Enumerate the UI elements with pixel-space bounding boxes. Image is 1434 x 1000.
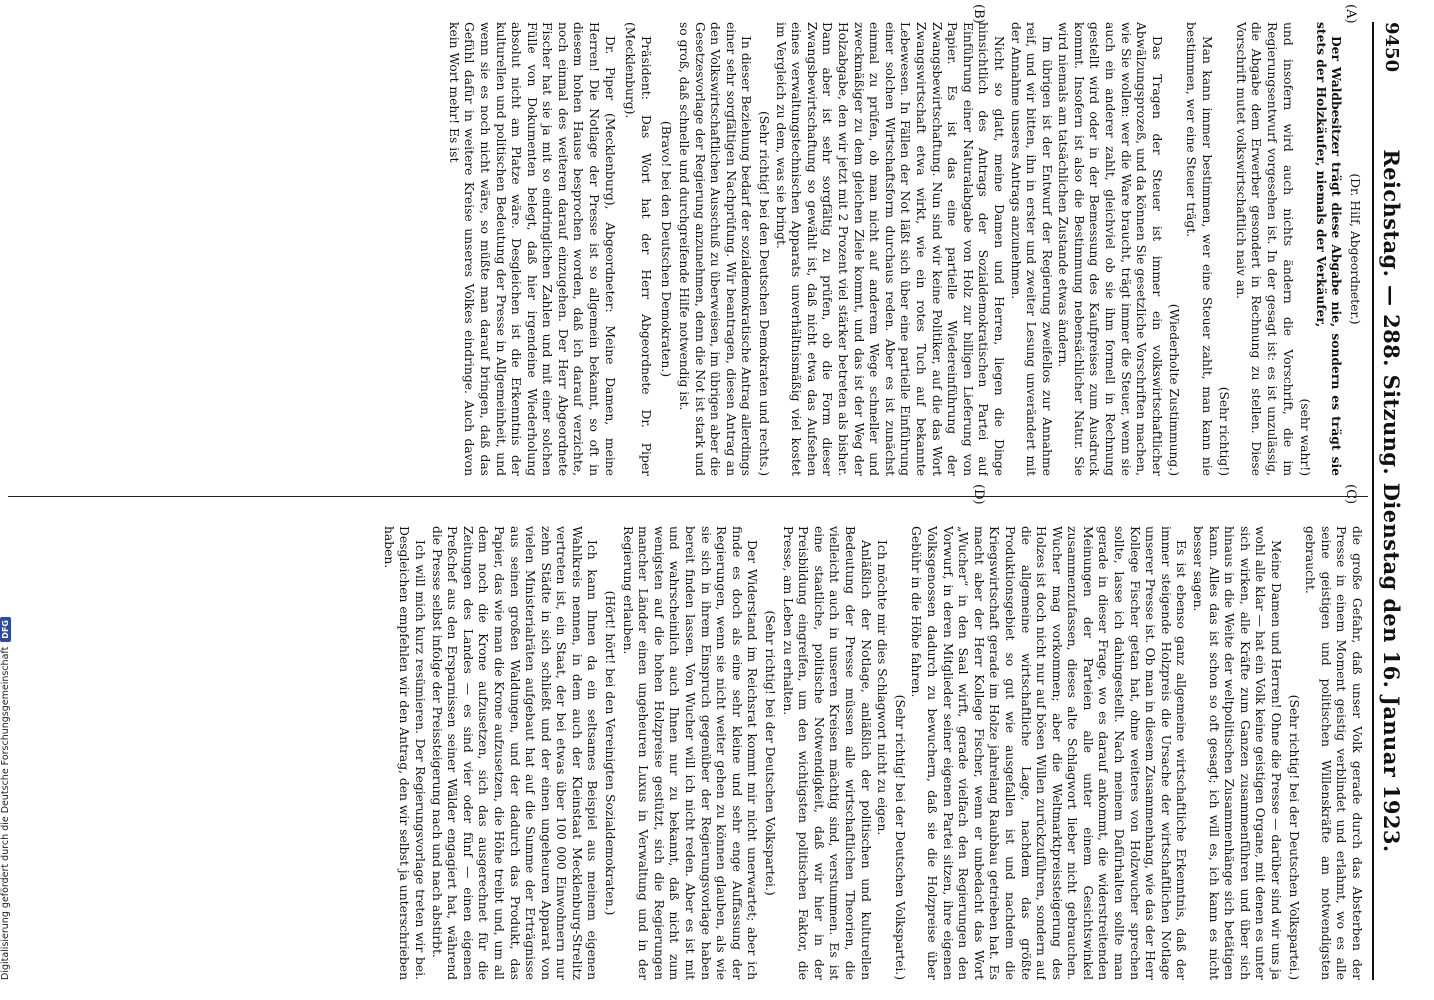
interjection: (Sehr richtig! bei der Deutschen Volkspartei.)	[1286, 694, 1301, 980]
interjection: (Hört! hört! bei den Vereinigten Sozialdemokraten.)	[603, 590, 618, 916]
footer-line	[0, 617, 11, 980]
paragraph: Es ist ebenso ganz allgemeine wirtschaftliche Erkenntnis, daß der immer steigende Holzpreis die Ursache der wirtschaftlichen Notlage unserer Presse ist. Ob man in diesem Zusammenhang, wie das der Herr Kollege Fischer getan hat, ohne weiteres von Holzwucher sprechen sollte, lasse ich dahingestellt. Nach meinem Dafürhalten sollte man gerade in dieser Frage, wo es darauf ankommt, die widerstreitenden Meinungen der Parteien alle unter einem Gesichtswinkel zusammenzufassen, dieses alte Schlagwort lieber nicht gebrauchen. Wucher mag vorkommen; aber die Weltmarktpreissteigerung des Holzes ist doch nicht nur auf bösen Willen zurückzuführen, sondern auf die allgemeine wirtschaftliche Lage, nachdem das größte Produktionsgebiet so gut wie ausgefallen ist und nachdem die Kriegswirtschaft gerade im Holze jahrelang Raubbau getrieben hat. Es macht aber der Herr Kollege Fischer, wenn er unbedacht das Wort „Wucher“ in den Saal wirft, gerade vielfach den Regierungen den Vorwurf, in deren Mitglieder seiner eigenen Partei sitzen, ihre eigenen Volksgenossen dadurch zu bewuchern, daß sie die Holzpreise über Gebühr in die Höhe fahren.	[909, 526, 1189, 980]
column-divider	[8, 496, 1368, 497]
running-title: Reichstag. — 288. Sitzung. Dienstag den 16. Januar 1923.	[1379, 149, 1404, 853]
interjection: (sehr wahr!)	[1298, 398, 1313, 476]
interjection: (Sehr richtig!)	[1217, 386, 1232, 476]
paragraph: Im übrigen ist der Entwurf der Regierung zweifellos zur Annahme reif, und wir bitten, ihn in erster und zweiter Lesung unverändert mit der Annahme unseres Antrags anzunehmen.	[1008, 22, 1054, 476]
left-column	[14, 22, 1364, 476]
interjection: (Wiederholte Zustimmung.)	[1167, 303, 1182, 476]
paragraph: In dieser Beziehung bedarf der sozialdemokratische Antrag allerdings einer sehr sorgfältigen Nachprüfung. Wir beantragen, diesen Antrag an den Volkswirtschaftlichen Ausschuß zu überweisen, im übrigen aber die Gesetzesvorlage der Regierung anzunehmen, denn die Not ist stark und so groß, daß schnelle und durchgreifende Hilfe notwendig ist.	[677, 22, 754, 476]
paragraph: Meine Damen und Herren! Ohne die Presse — darüber sind wir uns ja wohl alle klar — hat ein Volk keine geistigen Organe, mit denen es unter sich wirken, alle Kräfte zum Ganzen zusammenführen und über sich hinaus in die Weite der weltpolitischen Zusammenhänge sich betätigen kann. Alles das ist schon so oft gesagt; ich will es, ich kann es nicht besser sagen.	[1191, 526, 1284, 980]
interjection: (Bravo! bei den Deutschen Demokraten.)	[659, 120, 674, 378]
dfg-logo-icon: DFG	[0, 617, 11, 642]
paragraph: die große Gefahr, daß unser Volk gerade durch das Absterben der Presse in einem Moment geistig verblindet und erlahmt, wo es alle seine geistigen und politischen Willenskräfte am notwendigsten gebraucht.	[1303, 526, 1364, 980]
paragraph: Der Widerstand im Reichsrat kommt mir nicht unerwartet; aber ich finde es doch als eine sehr kleine und sehr enge Auffassung der Regierungen, wenn sie nicht weiter gehen zu können glauben, als wie sie sich in ihrem Einspruch gegenüber der Regierungsvorlage haben bereit finden lassen. Von Wucher will ich nicht reden. Aber es ist mit und wahrscheinlich auch Ihnen nur zu bekannt, daß nicht zum wenigsten auf die hohen Holzpreise gestützt, sich die Regierungen mancher Länder einen ungeheuren Luxus in Verwaltung und in der Regierung erlauben.	[620, 526, 760, 980]
right-column	[14, 526, 1364, 980]
page-header	[1372, 22, 1408, 980]
paragraph: Das Tragen der Steuer ist immer ein volkswirtschaftlicher Abwälzungsprozeß, und da können Sie gesetzliche Vorschriften machen, wie Sie wollen: wer die Ware braucht, trägt immer die Steuer, wenn sie auch ein anderer zahlt, gleichviel ob sie ihm formell in Rechnung gestellt wird oder in der Bemessung des Kaufpreises zum Ausdruck kommt. Insofern ist also die Bestimmung nebensächlicher Natur. Sie wird niemals am tatsächlichen Zustande etwas ändern.	[1056, 22, 1164, 476]
margin-mark-c: (C)	[1343, 484, 1358, 505]
page-number: 9450	[1381, 22, 1402, 73]
digitization-note: Digitalisierung gefördert durch die Deutsche Forschungsgemeinschaft	[0, 646, 11, 980]
interjection: (Sehr richtig! bei den Deutschen Demokraten und rechts.)	[757, 110, 772, 476]
paragraph: Man kann immer bestimmen, wer eine Steuer zahlt, man kann nie bestimmen, wer eine Steuer trägt.	[1184, 22, 1214, 476]
margin-mark-d: (D)	[971, 484, 986, 505]
paragraph: Ich möchte mir dies Schlagwort nicht zu eigen.	[875, 540, 890, 836]
speech-start: Dr. Piper (Mecklenburg), Abgeordneter: Meine Damen, meine Herren! Die Notlage der Presse ist so allgemein bekannt, so oft in diesem hohen Hause besprochen worden, daß ich darauf verzichte, noch einmal des weiteren darauf einzugehen. Der Herr Abgeordnete Fischer hat sie ja mit so eindringlichen Zahlen und mit einer solchen Fülle von Dokumenten belegt, daß hier irgendeine Wiederholung absolut nicht am Platze wäre. Desgleichen ist die Erkenntnis der kulturellen und politischen Bedeutung der Presse in Allgemeinheit, und wenn sie es noch nicht wäre, so müßte man darauf bringen, daß das Gefühl dafür in weitere Kreise unseres Volkes eindringe. Auch davon kein Wort mehr! Es ist	[446, 22, 617, 476]
margin-mark-b: (B)	[971, 4, 986, 24]
paragraph: Der Waldbesitzer trägt diese Abgabe nie, sondern es trägt sie stets der Holzkäufer, niemals der Verkäufer,	[1313, 22, 1345, 476]
paragraph: und insofern wird auch nichts ändern die Vorschrift, die im Regierungsentwurf vorgesehen ist. In der gesagt ist: es ist unzulässig, die Abgabe dem Erwerber gesondert in Rechnung zu stellen. Diese Vorschrift mutet volkswirtschaftlich naiv an.	[1233, 22, 1295, 476]
interjection: (Sehr richtig! bei der Deutschen Volkspartei.)	[892, 694, 907, 980]
president-remark: Präsident: Das Wort hat der Herr Abgeordnete Dr. Piper (Mecklenburg).	[623, 22, 653, 476]
speaker-continuation: (Dr. Hilf, Abgeordneter.)	[1348, 173, 1362, 325]
paragraph: Nicht so glatt, meine Damen und Herren, liegen die Dinge hinsichtlich des Antrags der Sozialdemokratischen Partei auf Einführung einer Naturalabgabe von Holz zur billigen Lieferung von Papier. Es ist das eine partielle Wiedereinführung der Zwangsbewirtschaftung. Nun sind wir keine Politiker, auf die das Wort Zwangswirtschaft etwa wirkt, wie ein rotes Tuch auf bekannte Lebewesen. In Fällen der Not läßt sich über eine partielle Einführung einer solchen Wirtschaftsform durchaus reden. Aber es ist zunächst einmal zu prüfen, ob man nicht auf anderem Wege schneller und zweckmäßiger zu dem gleichen Ziele kommt, und das ist der Weg der Holzabgabe, den wir jetzt mit 2 Prozent viel stärker betreten als bisher. Dann aber ist sehr sorgfältig zu prüfen, ob die Form dieser Zwangsbewirtschaftung so gewählt ist, daß nicht etwa das Aufsehen eines verwaltungstechnischen Apparats unverhältnismäßig viel kostet im Vergleich zu dem, was sie bringt.	[773, 22, 1006, 476]
interjection: (Sehr richtig! bei der Deutschen Volkspartei.)	[763, 610, 778, 896]
margin-mark-a: (A)	[1343, 4, 1358, 24]
paragraph: Anläßlich der Notlage, anläßlich der politischen und kulturellen Bedeutung der Presse müssen alle wirtschaftlichen Theorien, die vielleicht auch in unseren Kreisen mächtig sind, verstummen. Es ist eine staatliche, politische Notwendigkeit, daß wir hier in der Preisbildung eingreifen, um den wichtigsten politischen Faktor, die Presse, am Leben zu erhalten.	[780, 526, 873, 980]
digitization-footer	[0, 30, 18, 980]
paragraph: Ich kann Ihnen da ein seltsames Beispiel aus meinem eigenen Wahlkreis nennen, in dem auch der Kleinstaat Mecklenburg-Strelitz vertreten ist, ein Staat, der bei etwas über 100 000 Einwohnern nur zehn Städte in sich schließt und der einen ungeheuren Apparat von vielen Ministerialräten aufgebaut hat auf die Summe der Erträgnisse aus seinen großen Waldungen, und der dadurch das Produkt, das Papier, das wie man die Krone aufzusetzen, die Höhe treibt und, um all dem noch die Krone aufzusetzen, sich das ausgerechnet für die Zeitungen des Landes — es sind vier oder fünf — einen eigenen Preßchef aus den Ersparnissen seiner Wälder engagiert hat, während die Presse selbst infolge der Preissteigerung nach und nach abstirbt.	[429, 526, 600, 980]
paragraph: Ich will mich kurz resümieren. Der Regierungsvorlage treten wir bei. Desgleichen empfehlen wir den Antrag, den wir selbst ja unterschrieben haben.	[381, 526, 427, 980]
